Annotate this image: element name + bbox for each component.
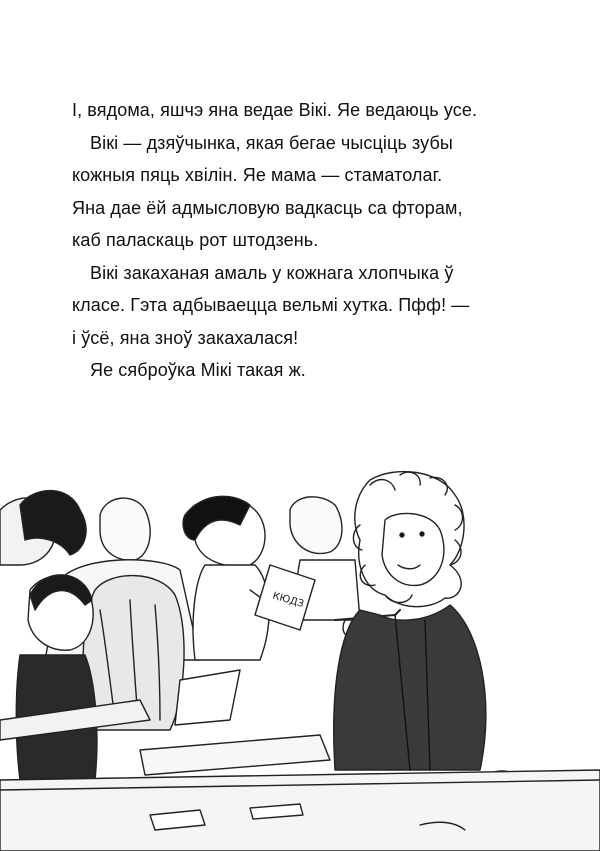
- paragraph-3: [72, 257, 542, 355]
- paragraph-4: [72, 354, 542, 387]
- girl-brushing-teeth: [334, 472, 525, 785]
- text-line: І, вядома, яшчэ яна ведае Вікі. Яе ведаюць усе.: [72, 100, 478, 120]
- text-line: Яе сяброўка Мікі такая ж.: [90, 360, 306, 380]
- text-line: і ўсё, яна зноў закахалася!: [72, 327, 299, 348]
- paragraph-1: [72, 94, 542, 127]
- text-line: Яна дае ёй адмысловую вадкасць са фторам,: [72, 197, 463, 218]
- classroom-illustration: [0, 470, 600, 851]
- card-text: КЮДЗ: [271, 590, 306, 611]
- paragraph-2: [72, 127, 542, 257]
- story-text: [72, 94, 542, 387]
- text-line: Вікі закаханая амаль у кожнага хлопчыка ў: [90, 262, 454, 283]
- boy-front-left: [16, 575, 97, 780]
- text-line: Вікі — дзяўчынка, якая бегае чысціць зубы: [90, 132, 453, 153]
- text-line: кожныя пяць хвілін. Яе мама — стаматолаг.: [72, 165, 443, 185]
- text-line: класе. Гэта адбываецца вельмі хутка. Пфф! —: [72, 295, 470, 315]
- text-line: каб паласкаць рот штодзень.: [72, 230, 319, 250]
